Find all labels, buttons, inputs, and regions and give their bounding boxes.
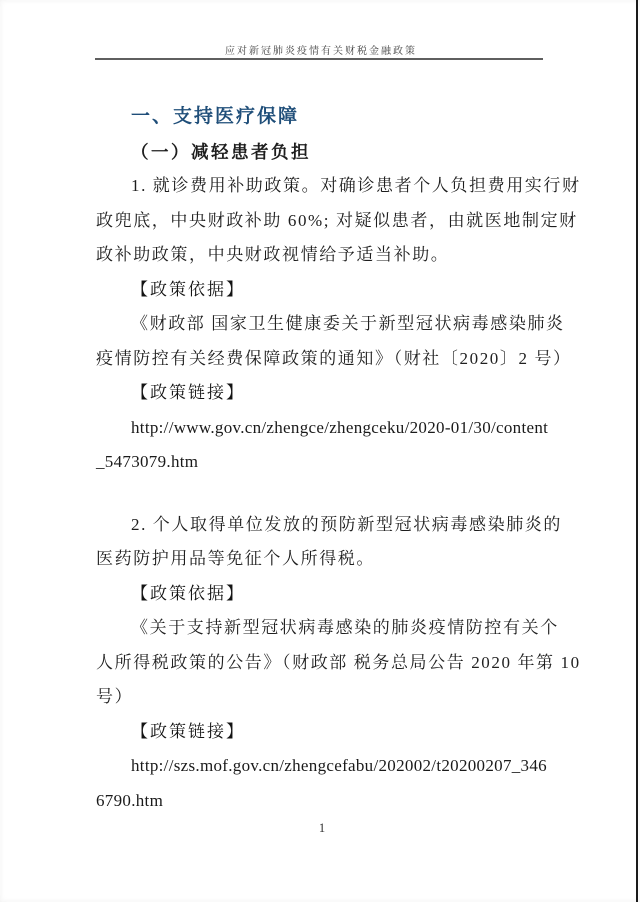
text-line-body: 政补助政策，中央财政视情给予适当补助。 [96, 245, 450, 264]
running-header-title: 应对新冠肺炎疫情有关财税金融政策 [225, 46, 417, 57]
page-number: 1 [318, 821, 326, 835]
text-line-body: 政兜底，中央财政补助 60%; 对疑似患者，由就医地制定财 [96, 210, 578, 230]
text-line-quote: 号） [96, 687, 134, 706]
document-body [96, 100, 581, 818]
text-line-label: 【政策链接】 [131, 721, 245, 741]
text-line-quote: 疫情防控有关经费保障政策的通知》（财社〔2020〕2 号） [96, 348, 572, 368]
text-line-url: http://www.gov.cn/zhengce/zhengceku/2020-01/30/content [131, 417, 549, 437]
text-line-label: 【政策依据】 [131, 583, 245, 603]
text-line-label: 【政策链接】 [131, 383, 245, 402]
text-line-url: 6790.htm [96, 790, 164, 810]
text-line-quote: 人所得税政策的公告》（财政部 税务总局公告 2020 年第 10 [96, 652, 581, 672]
text-line-quote: 《财政部 国家卫生健康委关于新型冠状病毒感染肺炎 [131, 314, 565, 333]
text-line-heading2: （一）减轻患者负担 [131, 141, 311, 162]
content-lines [96, 100, 581, 818]
text-line-heading1: 一、支持医疗保障 [131, 106, 300, 127]
header-rule [95, 58, 543, 60]
text-line-url: _5473079.htm [96, 452, 199, 471]
text-line-body: 2. 个人取得单位发放的预防新型冠状病毒感染肺炎的 [131, 514, 562, 534]
text-line-body: 医药防护用品等免征个人所得税。 [96, 549, 375, 568]
text-line-label: 【政策依据】 [131, 279, 245, 299]
scan-edge-line [636, 0, 638, 902]
text-line-quote: 《关于支持新型冠状病毒感染的肺炎疫情防控有关个 [131, 618, 559, 637]
text-line-body: 1. 就诊费用补助政策。对确诊患者个人负担费用实行财 [131, 176, 581, 195]
text-line-url: http://szs.mof.gov.cn/zhengcefabu/202002/t20200207_346 [131, 756, 547, 775]
